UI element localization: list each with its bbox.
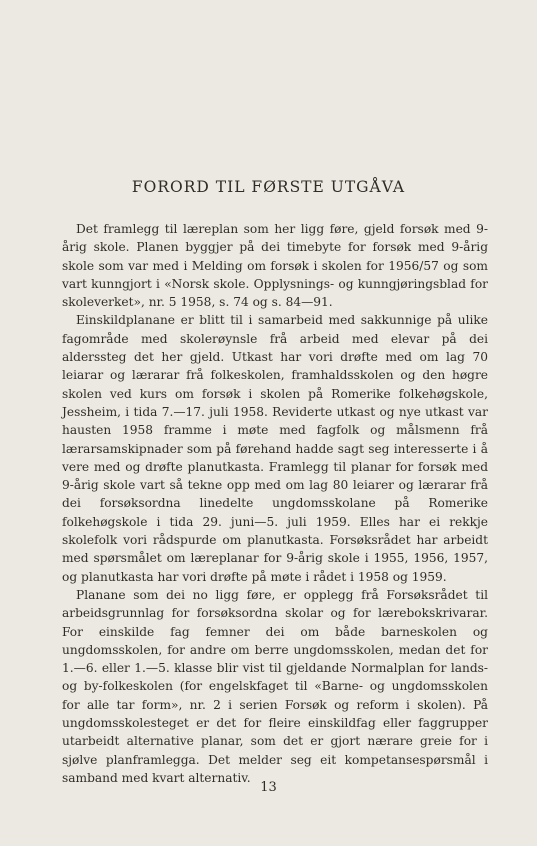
paragraph-1: Det framlegg til læreplan som her ligg føre, gjeld forsøk med 9-årig skole. Planen byggjer på dei timebyte for forsøk med 9-årig skole som var med i Melding om forsøk i skolen for 1956/57 og som vart kunngjort i «Norsk skole. Opplysnings- og kunngjøringsblad for skoleverket», nr. 5 1958, s. 74 og s. 84—91. xyxy=(62,222,488,310)
paragraph-2: Einskildplanane er blitt til i samarbeid med sakkunnige på ulike fagområde med skolerøynsle frå arbeid med elevar på dei alderssteg det her gjeld. Utkast har vori drøfte med om lag 70 leiarar og lærarar frå folkeskolen, framhaldsskolen og den høgre skolen ved kurs om forsøk i skolen på Romerike folkehøgskole, Jessheim, i tida 7.—17. juli 1958. Reviderte utkast og nye utkast var hausten 1958 framme i møte med fagfolk og målsmenn frå lærarsamskipnader som på førehand hadde sagt seg interesserte i å vere med og drøfte planutkasta. Framlegg til planar for forsøk med 9-årig skole vart så tekne opp med om lag 80 leiarer og lærarar frå dei forsøksordna linedelte ungdomsskolane på Romerike folkehøgskole i tida 29. juni—5. juli 1959. Elles har ei rekkje skolefolk vori rådspurde om planutkasta. Forsøksrådet har arbeidt med spørsmålet om læreplanar for 9-årig skole i 1955, 1956, 1957, og planutkasta har vori drøfte på møte i rådet i 1958 og 1959. xyxy=(62,313,488,584)
page-title: FORORD TIL FØRSTE UTGÅVA xyxy=(131,178,406,196)
show-through-bleed xyxy=(60,60,490,170)
page-number: 13 xyxy=(260,780,277,795)
body-text xyxy=(62,220,488,787)
paragraph-3: Planane som dei no ligg føre, er opplegg frå Forsøksrådet til arbeidsgrunnlag for forsøksordna skolar og for lærebokskrivarar. For einskilde fag femner dei om både barneskolen og ungdomsskolen, for andre om berre ungdomsskolen, medan det for 1.—6. eller 1.—5. klasse blir vist til gjeldande Normalplan for lands- og by-folkeskolen (for engelskfaget til «Barne- og ungdomsskolen for alle tar form», nr. 2 i serien Forsøk og reform i skolen). På ungdomsskolesteget er det for fleire einskildfag eller faggrupper utarbeidt alternative planar, som det er gjort nærare greie for i sjølve planframlegga. Det melder seg eit kompetansespørsmål i samband med kvart alternativ. xyxy=(62,587,488,785)
